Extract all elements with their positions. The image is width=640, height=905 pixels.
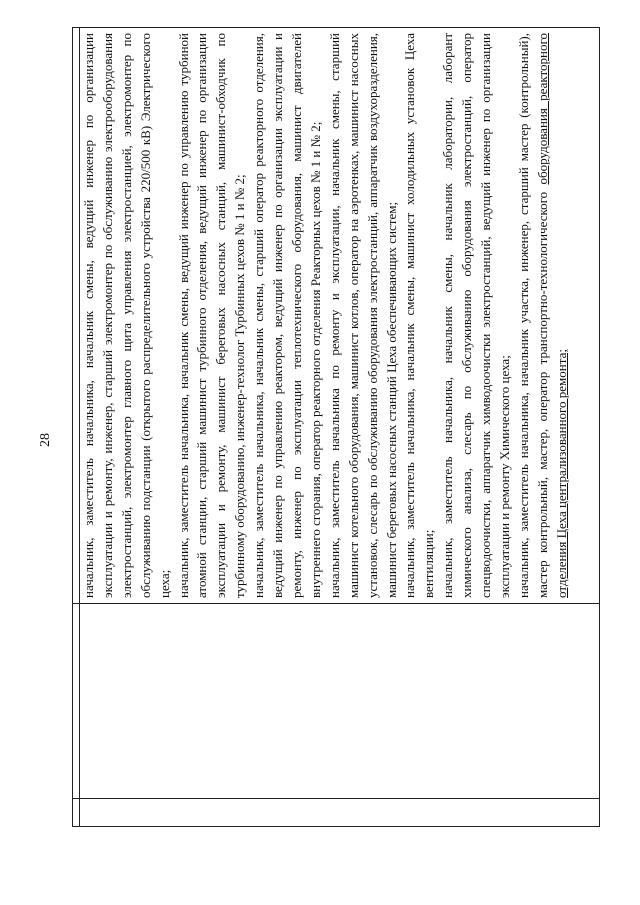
entry-support-systems-shop: начальник, заместитель начальника по ремонту и эксплуатации, начальник смены, старший машинист котельного оборудования, машинист котлов, оператор на аэротенках, машинист насосных установок, слесарь по обслуживанию оборудования электростанций, аппаратчик воздухоразделения, машинист береговых насосных станций Цеха обеспечивающих систем; — [326, 33, 399, 598]
entry-turbine-shops: начальник, заместитель начальника, начальник смены, ведущий инженер по управлению турбиной атомной станции, старший машинист турбинного отделения, ведущий инженер по организации эксплуатации и ремонту, машинист береговых насосных станций, машинист-обходчик по турбинному оборудованию, инженер-технолог Турбинных цехов № 1 и № 2; — [175, 33, 248, 598]
row-divider-top — [73, 603, 599, 604]
entry-electrical-shop: начальник, заместитель начальника, начальник смены, ведущий инженер по организации эксплуатации и ремонту, инженер, старший электромонтер по обслуживанию электрооборудования электростанций, электромонтер главного щита управления электростанцией, электромонтер по обслуживанию подстанции (открытого распределительного устройства 220/500 кВ) Электрического цеха; — [81, 33, 172, 598]
entry-reactor-shops: начальник, заместитель начальника, начальник смены, старший оператор реакторного отделения, ведущий инженер по управлению реактором, ведущий инженер по организации эксплуатации и ремонту, инженер по эксплуатации теплотехнического оборудования, машинист двигателей внутреннего сгорания, оператор реакторного отделения Реакторных цехов № 1 и № 2; — [251, 33, 323, 598]
row-divider-bottom — [73, 798, 599, 799]
responsibility-cell — [78, 27, 598, 602]
entry-ventilation-shop: начальник, заместитель начальника, начальник смены, машинист холодильных установок Цеха вентиляции; — [402, 33, 437, 598]
page-number: 28 — [38, 433, 53, 447]
entry-central-repair-shop — [515, 33, 572, 598]
entry-chemical-shop: начальник, заместитель начальника, начальник смены, начальник лаборатории, лаборант химического анализа, слесарь по обслуживанию оборудования электростанций, оператор спецводоочистки, аппаратчик химводоочистки электростанций, ведущий инженер по организации эксплуатации и ремонту Химического цеха; — [440, 33, 512, 598]
entry-central-repair-shop-text: начальник, заместитель начальника, начальник участка, инженер, старший мастер (контрольный), мастер контрольный, мастер, оператор транспортно-технологического — [515, 33, 550, 598]
entry-central-repair-shop-underlined: оборудования реакторного отделения Цеха централизованного ремонта; — [534, 33, 569, 598]
